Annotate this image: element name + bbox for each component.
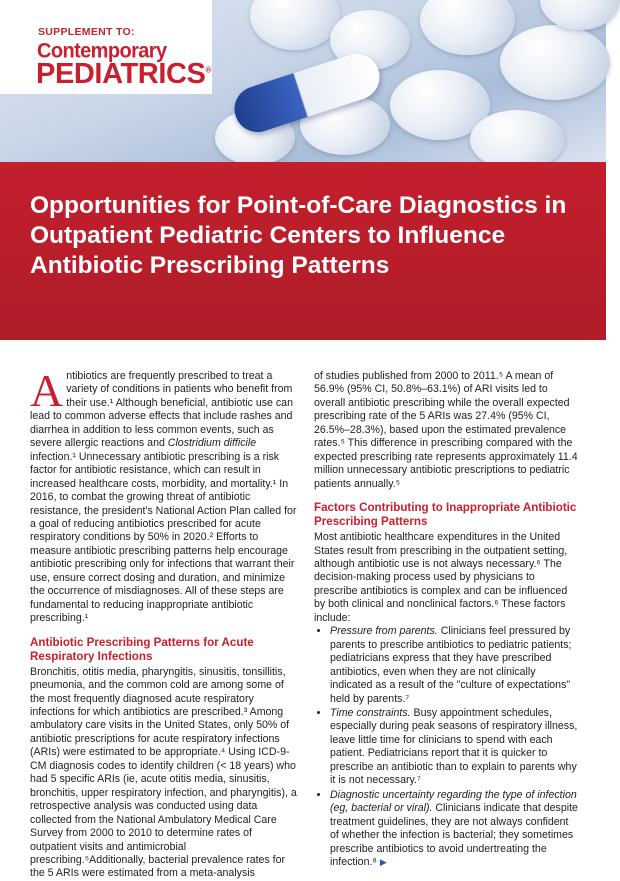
section-heading-factors: Factors Contributing to Inappropriate Antibiotic Prescribing Patterns bbox=[314, 501, 577, 529]
factors-paragraph: Most antibiotic healthcare expenditures in the United States result from prescribing in the outpatient setting, although antibiotic use is not always necessary.⁶ The decision-making process used by physicians to prescribe antibiotics is complex and can be influenced by both clinical and nonclinical factors.⁶ These factors include: bbox=[314, 531, 568, 624]
intro-paragraph: Antibiotics are frequently prescribed to treat a variety of conditions in patients who benefit from their use.¹ Although beneficial, antibiotic use can lead to common adverse effects that include rashes and diarrhea in addition to less common events, such as severe allergic reactions and Clostridium difficile infection.¹ Unnecessary antibiotic prescribing is a risk factor for antibiotic resistance, which can result in increased healthcare costs, morbidity, and mortality.¹ In 2016, to combat the growing threat of antibiotic resistance, the president's National Action Plan called for a goal of reducing antibiotics prescribed for acute respiratory conditions by 50% in 2020.² Efforts to measure antibiotic prescribing patterns help encourage antibiotic prescribing only for infections that warrant their use, ensure correct dosing and duration, and minimize the occurrence of misdiagnoses. All of these steps are fundamental to reducing inappropriate antibiotic prescribing.¹ bbox=[30, 365, 297, 625]
column-left bbox=[30, 365, 298, 881]
supplement-label: SUPPLEMENT TO: bbox=[38, 26, 135, 38]
continued-paragraph: of studies published from 2000 to 2011.⁵ A mean of 56.9% (95% CI, 50.8%–63.1%) of ARI visits led to overall antibiotic prescribing while the overall expected prescribing rate of the 5 ARIs was 27.4% (95% CI, 26.5%–28.3%), based upon the estimated prevalence rates.⁵ This difference in prescribing compared with the expected prescribing rate represents approximately 11.4 million unnecessary antibiotic prescriptions to pediatric patients annually.⁵ bbox=[314, 370, 578, 490]
pill-shape bbox=[470, 110, 565, 170]
factors-list bbox=[314, 625, 578, 869]
logo-line1: Contemporary bbox=[37, 39, 167, 63]
section-paragraph: Bronchitis, otitis media, pharyngitis, sinusitis, tonsillitis, pneumonia, and the common cold are among some of the most frequently diagnosed acute respiratory infections for which antibiotics are prescribed.³ Among ambulatory care visits in the United States, only 50% of antibiotic prescriptions for acute respiratory infections (ARIs) were estimated to be appropriate.⁴ Using ICD-9-CM diagnosis codes to identify children (< 18 years) who had 5 specific ARIs (ie, acute otitis media, sinusitis, bronchitis, upper respiratory infection, and pharyngitis), a retrospective analysis was conducted using data collected from the National Ambulatory Medical Care Survey from 2000 to 2010 to determine rates of outpatient visits and antimicrobial prescribing.⁵Additionally, bacterial prevalence rates for the 5 ARIs were estimated from a meta-analysis bbox=[30, 665, 297, 880]
publication-logo bbox=[0, 0, 212, 94]
pill-shape bbox=[250, 0, 340, 50]
drop-cap: A bbox=[30, 365, 64, 416]
list-item: • Time constraints. Busy appointment schedules, especially during peak seasons of respiratory illness, leave little time for clinicians to spend with each patient. Pediatricians report that it is quicker to prescribe an antibiotic than to explain to parents why it is not necessary.⁷ bbox=[330, 707, 578, 788]
article-title: Opportunities for Point-of-Care Diagnostics in Outpatient Pediatric Centers to Influence Antibiotic Prescribing Patterns bbox=[30, 192, 567, 279]
list-item: • Pressure from parents. Clinicians feel pressured by parents to prescribe antibiotics to pediatric patients; pediatricians express that they have prescribed antibiotics, even when they are not clinically indicated as a result of the "culture of expectations" held by parents.⁷ bbox=[330, 625, 578, 706]
pill-shape bbox=[420, 0, 515, 55]
continue-arrow-icon[interactable]: ▶ bbox=[379, 856, 387, 867]
hero-image-pills bbox=[0, 0, 606, 162]
list-item: • Diagnostic uncertainty regarding the type of infection (eg, bacterial or viral). Clinicians indicate that despite treatment guidelines, they are not always confident of whether the infection is bacterial; they sometimes prescribe antibiotics to avoid undertreating the infection.⁸ ▶ bbox=[330, 789, 578, 870]
pill-shape bbox=[500, 25, 610, 100]
column-right bbox=[314, 370, 578, 870]
section-heading-patterns: Antibiotic Prescribing Patterns for Acute Respiratory Infections bbox=[30, 635, 254, 663]
logo-line2: PEDIATRICS® bbox=[36, 58, 211, 90]
